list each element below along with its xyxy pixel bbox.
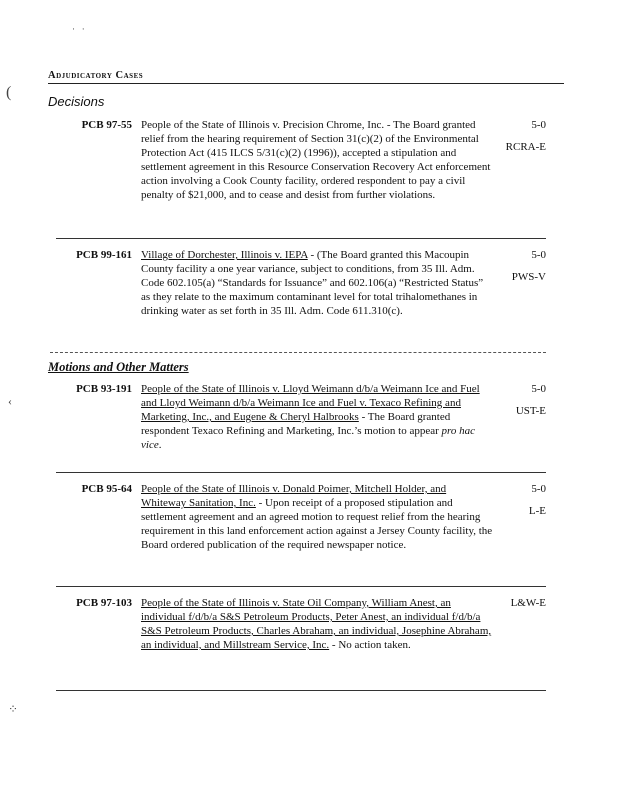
scan-speck: · · <box>72 24 85 34</box>
case-vote <box>486 596 546 610</box>
case-number: PCB 95-64 <box>81 483 132 495</box>
case-type-code: PWS-V <box>511 271 546 283</box>
case-text: - (The Board granted this Macoupin County facility a one year variance, subject to conditions, from 35 Ill. Adm. Code 602.105(a) “Standards for Issuance” and 602.106(a) “Restricted Status” as they relate to the maximum contaminant level for total trihalomethanes in drinking water as set forth in 35 Ill. Adm. Code 611.310(c). <box>141 249 484 317</box>
case-text: - No action taken. <box>329 639 411 651</box>
case-type-code: UST-E <box>515 405 546 417</box>
case-description <box>141 248 493 318</box>
case-vote <box>486 248 546 284</box>
case-text: People of the State of Illinois v. Precision Chrome, Inc. - The Board granted relief from the hearing requirement of Section 31(c)(2) of the Environmental Protection Act (415 ILCS 5/31(c)(2) (1996)), accepted a stipulation and settlement agreement in this Resource Conservation Recovery Act enforcement action involving a Cook County facility, ordered respondent to pay a civil penalty of $21,000, and to cease and desist from further violations. <box>141 119 491 201</box>
case-number: PCB 97-55 <box>81 119 132 131</box>
case-description <box>141 596 493 652</box>
case-text: - Upon receipt of a proposed stipulation and settlement agreement and an agreed motion to request relief from the hearing requirement in this land enforcement action against a Jersey County facility, the Board ordered publication of the required newspaper notice. <box>141 497 493 551</box>
divider <box>56 690 546 691</box>
section-title-motions: Motions and Other Matters <box>48 360 189 374</box>
case-vote <box>486 382 546 418</box>
case-description <box>141 482 493 552</box>
vote-count: 5-0 <box>531 383 546 395</box>
divider <box>56 586 546 587</box>
scan-speck: ( <box>6 84 12 101</box>
case-type-code: RCRA-E <box>505 141 546 153</box>
case-type-code: L-E <box>528 505 546 517</box>
divider <box>50 352 546 353</box>
case-number: PCB 97-103 <box>76 597 132 609</box>
page-header-title: Adjudicatory Cases <box>48 70 144 81</box>
case-number: PCB 99-161 <box>76 249 132 261</box>
vote-count: 5-0 <box>531 249 546 261</box>
case-description <box>141 118 493 202</box>
divider <box>56 238 546 239</box>
case-caption: Village of Dorchester, Illinois v. IEPA <box>141 249 308 261</box>
vote-count: 5-0 <box>531 119 546 131</box>
divider <box>56 472 546 473</box>
case-caption: People of the State of Illinois v. State Oil Company, William Anest, an individual f/d/b/a S&S Petroleum Products, Peter Anest, an individual f/d/b/a S&S Petroleum Products, Charles Abraham, an individual, Josephine Abraham, an individual, and Millstream Service, Inc. <box>141 597 492 651</box>
page-header <box>48 70 564 84</box>
case-text-italic: pro hac vice <box>141 425 476 451</box>
vote-count: 5-0 <box>531 483 546 495</box>
case-vote <box>486 482 546 518</box>
case-caption: People of the State of Illinois v. Donald Poimer, Mitchell Holder, and Whiteway Sanitation, Inc. <box>141 483 447 509</box>
case-number: PCB 93-191 <box>76 383 132 395</box>
scan-speck: ‹ <box>8 394 12 408</box>
case-type-code: L&W-E <box>510 597 546 609</box>
case-caption: People of the State of Illinois v. Lloyd Weimann d/b/a Weimann Ice and Fuel and Lloyd Weimann d/b/a Weimann Ice and Fuel v. Texaco Refining and Marketing, Inc., and Eugene & Cheryl Halbrooks <box>141 383 480 423</box>
case-text: - The Board granted respondent Texaco Refining and Marketing, Inc.’s motion to appear <box>141 411 451 437</box>
case-description <box>141 382 493 452</box>
case-text-end: . <box>158 439 162 451</box>
scan-speck: ⁘ <box>8 702 19 716</box>
case-vote <box>486 118 546 154</box>
section-title-decisions: Decisions <box>48 94 105 109</box>
